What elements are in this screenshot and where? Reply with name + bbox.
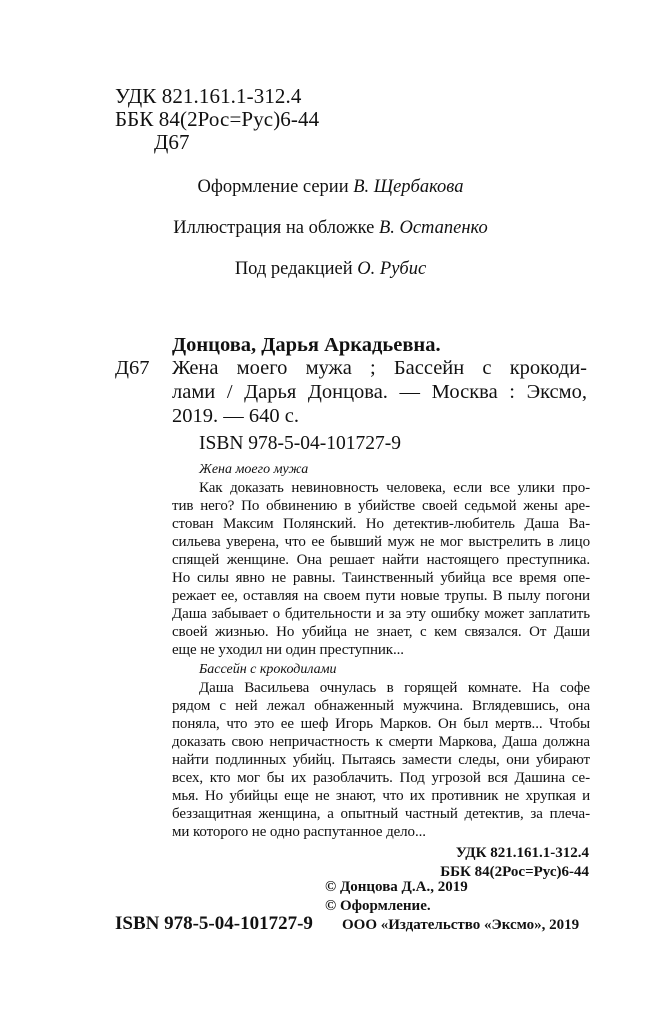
entry-line: 2019. — 640 с. xyxy=(172,405,299,427)
annotation-line: стован Максим Полянский. Но детектив-любитель Даша Ва- xyxy=(172,516,590,532)
annotation-line: мья. Но убийцы еще не знают, что их противник не хрупкая и xyxy=(172,788,590,804)
annotation-line: своей жизнью. Но убийца не знает, с кем связался. От Даши xyxy=(172,624,590,640)
annotation-line: рядом с ней лежал обнаженный мужчина. Вглядевшись, она xyxy=(172,698,590,714)
entry-mark: Д67 xyxy=(115,357,150,379)
copyright-publisher: ООО «Издательство «Эксмо», 2019 xyxy=(342,917,580,933)
annotation-line: Даша Васильева очнулась в горящей комнате. На софе xyxy=(199,680,590,696)
annotation-line: тив него? По обвинению в убийстве своей седьмой жены аре- xyxy=(172,498,590,514)
annotation-line: спящей женщине. Она решает найти настоящего преступника. xyxy=(172,552,590,568)
udk-code: УДК 821.161.1-312.4 xyxy=(115,84,302,108)
udk-code-bottom: УДК 821.161.1-312.4 xyxy=(455,845,589,861)
annotation-title: Бассейн с крокодилами xyxy=(199,662,337,677)
credit-name: О. Рубис xyxy=(357,259,427,279)
credit-role: Иллюстрация на обложке xyxy=(173,218,375,238)
entry-line: Жена моего мужа ; Бассейн с крокоди- xyxy=(172,357,587,379)
credit-role: Оформление серии xyxy=(197,177,349,197)
credit-editor xyxy=(0,257,661,281)
annotation-line: Но силы явно не равны. Таинственный убийца все время опе- xyxy=(172,570,590,586)
entry-line: лами / Дарья Донцова. — Москва : Эксмо, xyxy=(172,381,587,403)
bbk-code-bottom: ББК 84(2Рос=Рус)6-44 xyxy=(440,864,589,880)
credit-name: В. Остапенко xyxy=(378,218,488,238)
bbk-code: ББК 84(2Рос=Рус)6-44 xyxy=(115,107,320,131)
annotation-line: сильева уверена, что ее бывший муж не мог выстрелить в лицо xyxy=(172,534,590,550)
credit-role: Под редакцией xyxy=(234,259,353,279)
annotation-line: еще не уходил ни один преступник... xyxy=(172,642,404,658)
credit-name: В. Щербакова xyxy=(353,177,464,197)
entry-isbn: ISBN 978-5-04-101727-9 xyxy=(199,433,402,454)
annotation-line: доказать свою непричастность к смерти Маркова, Даша должна xyxy=(172,734,590,750)
copyright-design: © Оформление. xyxy=(325,898,431,914)
entry-author: Донцова, Дарья Аркадьевна. xyxy=(172,334,441,356)
annotation-line: режает ее, оставляя на своем пути новые трупы. В пылу погони xyxy=(172,588,590,604)
annotation-line: беззащитная женщина, а опытный частный детектив, за плеча- xyxy=(172,806,590,822)
author-mark: Д67 xyxy=(154,130,190,154)
isbn-footer: ISBN 978-5-04-101727-9 xyxy=(115,913,313,934)
copyright-author: © Донцова Д.А., 2019 xyxy=(325,879,468,895)
annotation-line: найти подлинных убийц. Пытаясь замести следы, они убирают xyxy=(172,752,590,768)
annotation-title: Жена моего мужа xyxy=(199,462,309,477)
annotation-line: ми которого не одно распутанное дело... xyxy=(172,824,426,840)
annotation-line: всех, кто мог бы их разоблачить. Под угрозой вся Дашина се- xyxy=(172,770,590,786)
annotation-line: поняла, что это ее шеф Игорь Марков. Он был мертв... Чтобы xyxy=(172,716,590,732)
credit-cover-illustration xyxy=(0,216,661,240)
credit-series-design xyxy=(0,175,661,199)
annotation-line: Как доказать невиновность человека, если все улики про- xyxy=(199,480,590,496)
annotation-line: Даша забывает о бдительности и за эту ошибку может заплатить xyxy=(172,606,590,622)
